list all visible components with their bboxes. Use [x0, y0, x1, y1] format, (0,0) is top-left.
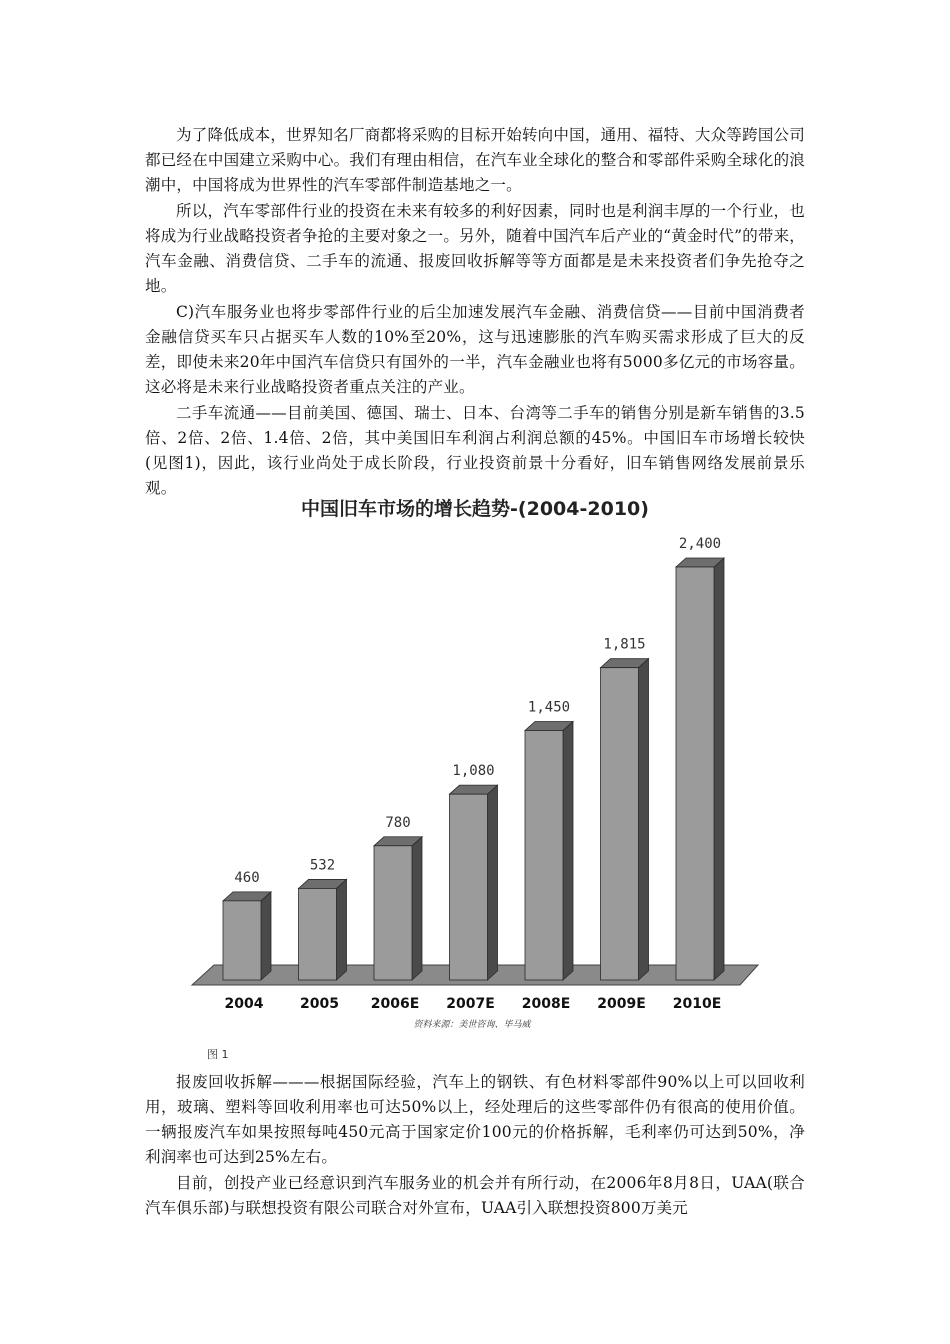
bar-side-2004 — [261, 892, 271, 980]
value-label-2005: 532 — [309, 857, 336, 874]
bar-2005 — [299, 888, 337, 980]
bar-side-2010E — [714, 558, 724, 980]
bar-side-2005 — [337, 879, 347, 980]
chart-source: 资料来源：美世咨询、毕马威 — [413, 1020, 531, 1030]
used-car-market-chart — [180, 495, 770, 1045]
figure-label: 图 1 — [207, 1048, 229, 1061]
bar-side-2007E — [488, 785, 498, 980]
category-label-2009E: 2009E — [597, 996, 646, 1012]
value-label-2009E: 1,815 — [603, 636, 646, 653]
paragraph-venture-capital: 目前，创投产业已经意识到汽车服务业的机会并有所行动，在2006年8月8日，UAA(联合汽车俱乐部)与联想投资有限公司联合对外宣布，UAA引入联想投资800万美元 — [145, 1174, 805, 1217]
paragraph-investment: 所以，汽车零部件行业的投资在未来有较多的利好因素，同时也是利润丰厚的一个行业，也将成为行业战略投资者争抢的主要对象之一。另外，随着中国汽车后产业的“黄金时代”的带来，汽车金融、消费信贷、二手车的流通、报废回收拆解等等方面都是是未来投资者们争先抢夺之地。 — [145, 202, 805, 295]
category-label-2004: 2004 — [224, 996, 264, 1012]
bar-2010E — [676, 567, 714, 980]
category-label-2008E: 2008E — [521, 996, 571, 1012]
category-label-2007E: 2007E — [446, 996, 495, 1012]
bar-2006E — [374, 846, 412, 980]
value-label-2008E: 1,450 — [527, 699, 571, 716]
value-label-2007E: 1,080 — [452, 763, 495, 780]
value-label-2010E: 2,400 — [678, 536, 722, 552]
category-label-2006E: 2006E — [370, 996, 420, 1012]
category-label-2005: 2005 — [300, 996, 339, 1012]
bar-2007E — [450, 794, 488, 980]
chart-title: 中国旧车市场的增长趋势-(2004-2010) — [301, 498, 649, 520]
bar-side-2006E — [412, 837, 422, 980]
paragraph-used-cars: 二手车流通——目前美国、德国、瑞士、日本、台湾等二手车的销售分别是新车销售的3.5倍、2倍、2倍、1.4倍、2倍，其中美国旧车利润占利润总额的45%。中国旧车市场增长较快(见图1)，因此，该行业尚处于成长阶段，行业投资前景十分看好，旧车销售网络发展前景乐观。 — [145, 404, 805, 497]
bar-side-2008E — [563, 721, 573, 980]
value-label-2006E: 780 — [385, 814, 411, 831]
paragraph-scrap-recycling: 报废回收拆解———根据国际经验，汽车上的钢铁、有色材料零部件90%以上可以回收利用，玻璃、塑料等回收利用率也可达50%以上，经处理后的这些零部件仍有很高的使用价值。一辆报废汽车如果按照每吨450元高于国家定价100元的价格拆解，毛利率仍可达到50%，净利润率也可达到25%左右。 — [145, 1073, 805, 1166]
value-label-2004: 460 — [234, 869, 260, 886]
bar-2009E — [601, 668, 639, 980]
paragraph-sourcing: 为了降低成本，世界知名厂商都将采购的目标开始转向中国，通用、福特、大众等跨国公司都已经在中国建立采购中心。我们有理由相信，在汽车业全球化的整合和零部件采购全球化的浪潮中，中国将成为世界性的汽车零部件制造基地之一。 — [145, 126, 805, 194]
paragraph-auto-finance: C)汽车服务业也将步零部件行业的后尘加速发展汽车金融、消费信贷——目前中国消费者金融信贷买车只占据买车人数的10%至20%，这与迅速膨胀的汽车购买需求形成了巨大的反差，即使未来20年中国汽车信贷只有国外的一半，汽车金融业也将有5000多亿元的市场容量。这必将是未来行业战略投资者重点关注的产业。 — [145, 303, 805, 396]
bar-2008E — [525, 730, 563, 980]
bar-2004 — [223, 901, 261, 980]
bar-side-2009E — [639, 659, 649, 980]
category-label-2010E: 2010E — [672, 996, 722, 1012]
